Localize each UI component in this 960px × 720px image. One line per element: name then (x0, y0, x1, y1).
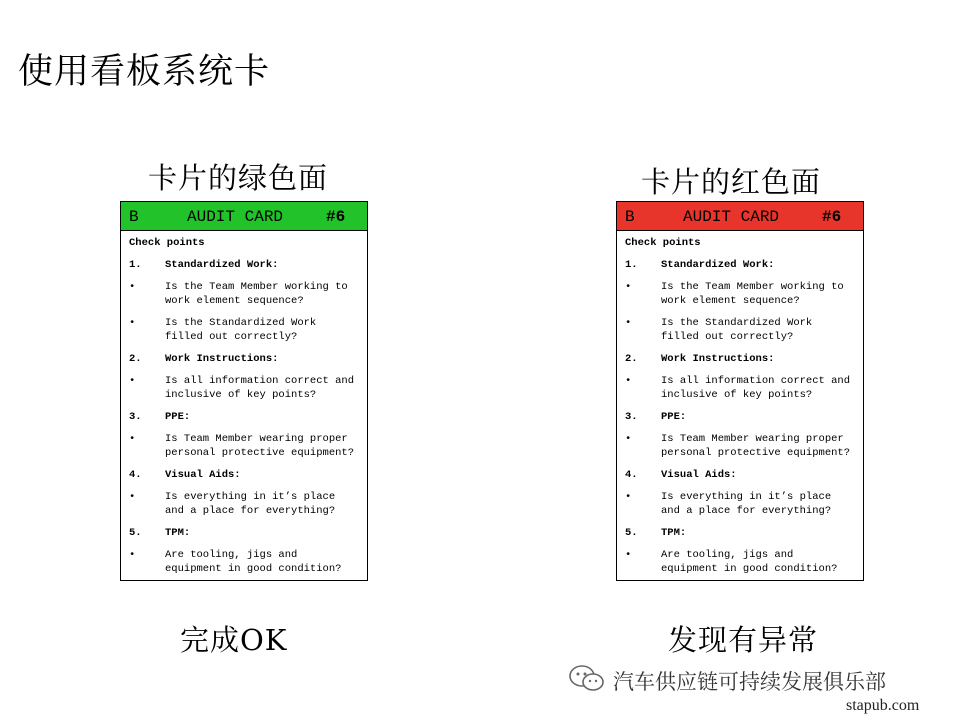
card-title: AUDIT CARD (683, 208, 780, 226)
item-marker: • (625, 491, 632, 503)
page-title: 使用看板系统卡 (18, 52, 271, 92)
item-marker: • (129, 317, 136, 329)
item-marker: • (625, 317, 632, 329)
item-marker: • (129, 375, 136, 387)
card-header-red (617, 202, 863, 231)
item-marker: 1. (129, 259, 142, 271)
item-text: Is Team Member wearing proper personal protective equipment? (165, 433, 355, 459)
wechat-watermark (567, 664, 886, 698)
check-items (129, 258, 359, 576)
check-points-label: Check points (129, 237, 205, 249)
checklist-section (129, 258, 359, 272)
item-marker: 4. (625, 469, 638, 481)
item-marker: 4. (129, 469, 142, 481)
item-marker: 5. (129, 527, 142, 539)
item-text: Are tooling, jigs and equipment in good condition? (165, 549, 342, 575)
green-side-caption: 完成OK (180, 623, 288, 657)
item-marker: • (625, 281, 632, 293)
item-text: Is everything in it’s place and a place for everything? (661, 491, 832, 517)
item-text: PPE: (165, 411, 191, 423)
checklist-question (129, 490, 359, 518)
red-side-heading: 卡片的红色面 (641, 165, 822, 199)
item-text: Standardized Work: (165, 259, 279, 271)
checklist-question (625, 548, 855, 576)
item-marker: 2. (625, 353, 638, 365)
checklist-section (129, 526, 359, 540)
card-number: #6 (822, 208, 842, 226)
checklist-section (625, 468, 855, 482)
card-letter: B (129, 208, 139, 226)
item-text: Is everything in it’s place and a place for everything? (165, 491, 336, 517)
checklist-section (625, 352, 855, 366)
checklist-question (625, 280, 855, 308)
checklist-question (129, 548, 359, 576)
item-text: Is the Team Member working to work element sequence? (165, 281, 348, 307)
card-body (121, 231, 367, 576)
item-marker: • (129, 491, 136, 503)
item-text: Is the Standardized Work filled out correctly? (165, 317, 317, 343)
wechat-account-label: 汽车供应链可持续发展俱乐部 (613, 670, 886, 694)
audit-card-red (616, 201, 864, 581)
item-text: Standardized Work: (661, 259, 775, 271)
item-marker: • (625, 375, 632, 387)
item-marker: 1. (625, 259, 638, 271)
item-marker: 3. (129, 411, 142, 423)
checklist-section (625, 526, 855, 540)
checklist-question (129, 316, 359, 344)
red-side-caption: 发现有异常 (668, 623, 819, 657)
checklist-question (625, 316, 855, 344)
item-text: TPM: (165, 527, 191, 539)
checklist-question (129, 280, 359, 308)
item-marker: 3. (625, 411, 638, 423)
item-text: Is all information correct and inclusive of key points? (165, 375, 355, 401)
site-url: stapub.com (846, 697, 920, 714)
checklist-question (129, 374, 359, 402)
item-marker: • (129, 549, 136, 561)
item-marker: • (129, 433, 136, 445)
checklist-section (625, 410, 855, 424)
item-text: Is the Standardized Work filled out correctly? (661, 317, 813, 343)
checklist-question (625, 432, 855, 460)
item-marker: • (625, 549, 632, 561)
item-marker: • (625, 433, 632, 445)
item-text: Is all information correct and inclusive of key points? (661, 375, 851, 401)
item-text: Work Instructions: (165, 353, 279, 365)
checklist-question (625, 374, 855, 402)
checklist-section (625, 258, 855, 272)
item-text: Is the Team Member working to work element sequence? (661, 281, 844, 307)
checklist-question (129, 432, 359, 460)
item-text: Work Instructions: (661, 353, 775, 365)
item-text: Are tooling, jigs and equipment in good condition? (661, 549, 838, 575)
item-marker: 5. (625, 527, 638, 539)
checklist-section (129, 352, 359, 366)
item-text: Visual Aids: (165, 469, 241, 481)
card-letter: B (625, 208, 635, 226)
item-text: Is Team Member wearing proper personal protective equipment? (661, 433, 851, 459)
checklist-section (129, 468, 359, 482)
audit-card-green (120, 201, 368, 581)
card-body (617, 231, 863, 576)
wechat-icon (567, 664, 607, 698)
item-text: PPE: (661, 411, 687, 423)
card-title: AUDIT CARD (187, 208, 284, 226)
card-header-green (121, 202, 367, 231)
check-points-label: Check points (625, 237, 701, 249)
item-marker: 2. (129, 353, 142, 365)
green-side-heading: 卡片的绿色面 (148, 161, 329, 195)
item-marker: • (129, 281, 136, 293)
item-text: Visual Aids: (661, 469, 737, 481)
item-text: TPM: (661, 527, 687, 539)
check-items (625, 258, 855, 576)
checklist-section (129, 410, 359, 424)
checklist-question (625, 490, 855, 518)
card-number: #6 (326, 208, 346, 226)
